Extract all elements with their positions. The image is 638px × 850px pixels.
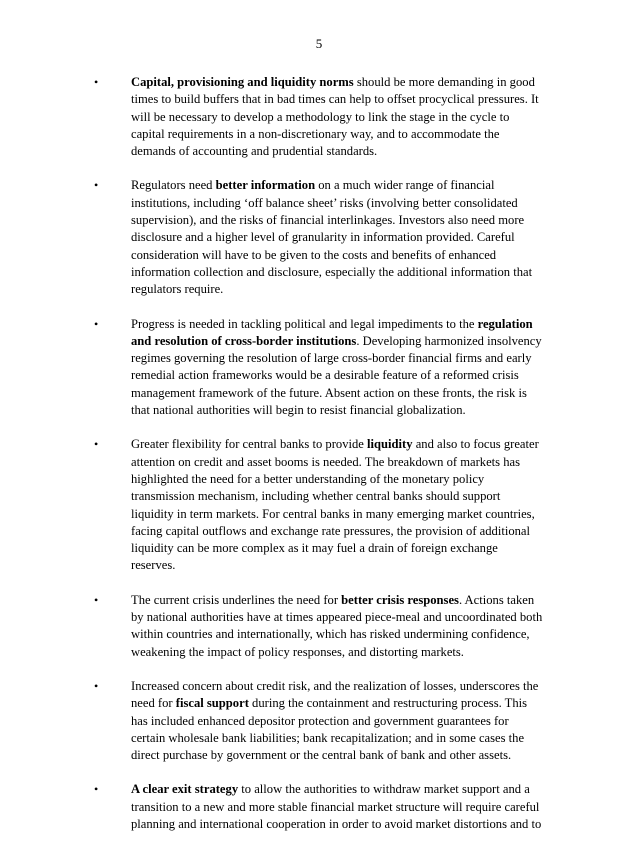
list-item-text: Greater flexibility for central banks to provide liquidity and also to focus greater attention on credit and asset booms is needed. The breakdown of markets has highlighted the need for a better understanding of the monetary policy transmission mechanism, including whether central banks should support liquidity in term markets. For central banks in many emerging market countries, facing capital outflows and exchange rate pressures, the provision of additional liquidity can be more complex as it may fuel a drain of foreign exchange reserves. (131, 437, 539, 573)
bullet-icon: • (94, 75, 99, 89)
bold-phrase: regulation and resolution of cross-border institutions (131, 316, 533, 348)
bullet-icon: • (94, 592, 99, 607)
list-item-text: A clear exit strategy to allow the authorities to withdraw market support and a transition to a new and more stable financial market structure will require careful planning and international cooperation in order to avoid market distortions and to (131, 782, 542, 831)
list-item-text: Regulators need better information on a much wider range of financial institutions, including ‘off balance sheet’ risks (involving better consolidated supervision), and the risks of financial interlinkages. Investors also need more disclosure and a higher level of granularity in information provided. Careful consideration will have to be given to the costs and benefits of enhanced information collection and disclosure, especially the additional information that regulators require. (131, 178, 533, 297)
list-item (0, 177, 543, 298)
bullet-list (0, 74, 638, 850)
bold-phrase: liquidity (367, 437, 413, 452)
bold-phrase: better crisis responses (341, 592, 459, 607)
bold-phrase: A clear exit strategy (131, 782, 239, 797)
bold-phrase: better information (215, 178, 316, 193)
list-item-text: Capital, provisioning and liquidity norms should be more demanding in good times to build buffers that in bad times can help to offset procyclical pressures. It will be necessary to develop a methodology to link the stage in the cycle to capital requirements in a non-discretionary way, and to accommodate the demands of accounting and prudential standards. (131, 75, 539, 159)
page-number: 5 (315, 36, 323, 51)
bullet-icon: • (94, 437, 99, 452)
list-item-text: The current crisis underlines the need for better crisis responses. Actions taken by national authorities have at times appeared piece-meal and uncoordinated both within countries and internationally, which has risked undermining confidence, weakening the impact of policy responses, and distorting markets. (131, 592, 543, 659)
list-item (0, 74, 543, 160)
list-item (0, 592, 543, 661)
bold-phrase: fiscal support (175, 696, 249, 711)
bullet-icon: • (94, 178, 99, 193)
bullet-icon: • (94, 678, 99, 693)
list-item-text: Increased concern about credit risk, and the realization of losses, underscores the need for fiscal support during the containment and restructuring process. This has included enhanced depositor protection and government guarantees for certain wholesale bank liabilities; bank recapitalization; and in some cases the direct purchase by government or the central bank of bank and other assets. (131, 678, 539, 763)
list-item (0, 316, 543, 420)
list-item-text: Progress is needed in tackling political and legal impediments to the regulation and resolution of cross-border institutions. Developing harmonized insolvency regimes governing the resolution of large cross-border financial firms and early remedial action frameworks would be a desirable feature of a reformed crisis management framework of the future. Absent action on these fronts, the risk is that national authorities will begin to resist financial globalization. (131, 316, 542, 418)
bold-phrase: Capital, provisioning and liquidity norms (131, 75, 354, 89)
list-item (0, 781, 543, 833)
list-item (0, 678, 543, 764)
list-item (0, 436, 543, 574)
bullet-icon: • (94, 316, 99, 331)
bullet-icon: • (94, 782, 99, 797)
